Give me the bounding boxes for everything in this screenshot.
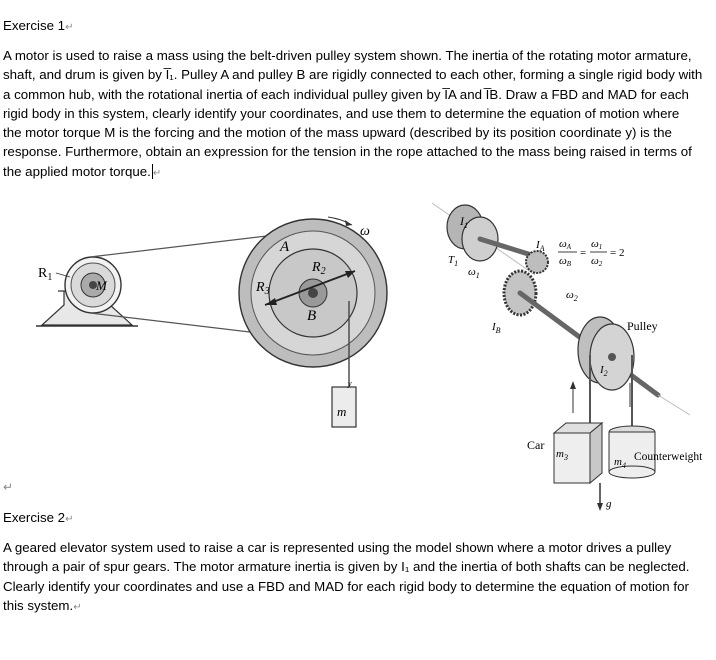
exercise1-line: shaft, and drum is given by I̅₁. Pulley A and pulley B are rigidly connected to each other, forming a single rigid body with bbox=[3, 67, 703, 83]
label-g: g bbox=[606, 498, 612, 510]
label-car: Car bbox=[527, 438, 545, 452]
ratio-w2: ω2 bbox=[591, 255, 603, 268]
exercise2-line: A geared elevator system used to raise a car is represented using the model shown where a motor drives a pulley bbox=[3, 540, 672, 555]
exercise1-line bbox=[3, 162, 702, 183]
label-pulley: Pulley bbox=[627, 319, 658, 333]
label-i1: $I_1$ bbox=[460, 214, 468, 230]
exercise2-last-line-text: this system. bbox=[3, 597, 74, 613]
geared-elevator-figure bbox=[420, 195, 716, 515]
label-motor-m: M bbox=[96, 278, 107, 293]
exercise1-line: A motor is used to raise a mass using the belt-driven pulley system shown. The inertia of the rotating motor armature, bbox=[3, 48, 692, 63]
exercise1-line: a common hub, with the rotational inertia of each individual pulley given by I̅A and I̅B. Draw a FBD and MAD for each bbox=[3, 86, 689, 102]
label-omega: ω bbox=[360, 224, 370, 239]
exercise1-paragraph bbox=[3, 46, 702, 183]
label-ia: $I_A$ bbox=[536, 239, 545, 253]
exercise2-paragraph bbox=[3, 538, 689, 617]
exercise2-line: Clearly identify your coordinates and use a FBD and MAD for each rigid body to determine the equation of motion for bbox=[3, 578, 689, 594]
exercise1-line: rigid body in this system, clearly identify your coordinates, and use them to determine the equation of motion where bbox=[3, 105, 680, 121]
ratio-wb: ωB bbox=[559, 255, 572, 268]
label-mass-m: m bbox=[337, 404, 347, 419]
label-r2: $R_2$ bbox=[312, 260, 326, 277]
exercise2-heading-text: Exercise 2 bbox=[3, 510, 66, 525]
return-mark: ↵ bbox=[65, 22, 74, 33]
exercise2-heading bbox=[3, 508, 73, 529]
label-a: A bbox=[280, 239, 290, 255]
exercise1-heading-text: Exercise 1 bbox=[3, 18, 66, 33]
label-r3: $R_3$ bbox=[256, 280, 270, 297]
blank-paragraph-mark: ↵ bbox=[3, 480, 14, 494]
gear-a bbox=[526, 251, 548, 273]
exercise1-line: the motor torque M is the forcing and the motion of the mass upward (described by its position coordinate y) is the bbox=[3, 125, 672, 141]
return-mark: ↵ bbox=[152, 167, 162, 179]
label-y: y bbox=[348, 379, 352, 388]
label-i2: $I_2$ bbox=[600, 364, 608, 378]
ratio-w1: ω1 bbox=[591, 238, 603, 251]
label-omega1: $\omega_1$ bbox=[468, 266, 480, 280]
ratio-wa: ωA bbox=[559, 238, 572, 251]
exercise1-line: response. Furthermore, obtain an expression for the tension in the rope attached to the mass being raised in terms of bbox=[3, 144, 692, 160]
exercise2-line bbox=[3, 596, 689, 617]
label-r1: $R_1$ bbox=[38, 266, 53, 283]
label-b: B bbox=[307, 308, 317, 324]
ratio-eq2: = 2 bbox=[610, 247, 625, 259]
exercise2-line: through a pair of spur gears. The motor armature inertia is given by I₁ and the inertia of both shafts can be neglected. bbox=[3, 559, 690, 575]
label-m3: $m_3$ bbox=[556, 448, 568, 462]
label-counterweight: Counterweight bbox=[634, 451, 703, 463]
label-ib: $I_B$ bbox=[492, 321, 501, 335]
belt-pulley-figure bbox=[30, 205, 400, 435]
exercise1-last-line-text: the applied motor torque. bbox=[3, 163, 151, 179]
label-omega2: $\omega_2$ bbox=[566, 289, 578, 303]
ratio-eq1: = bbox=[580, 247, 587, 259]
exercise1-heading bbox=[3, 16, 73, 37]
return-mark: ↵ bbox=[73, 601, 82, 613]
label-t1: $T_1$ bbox=[448, 254, 459, 268]
return-mark: ↵ bbox=[65, 514, 74, 525]
label-m4: $m_4$ bbox=[614, 456, 626, 470]
